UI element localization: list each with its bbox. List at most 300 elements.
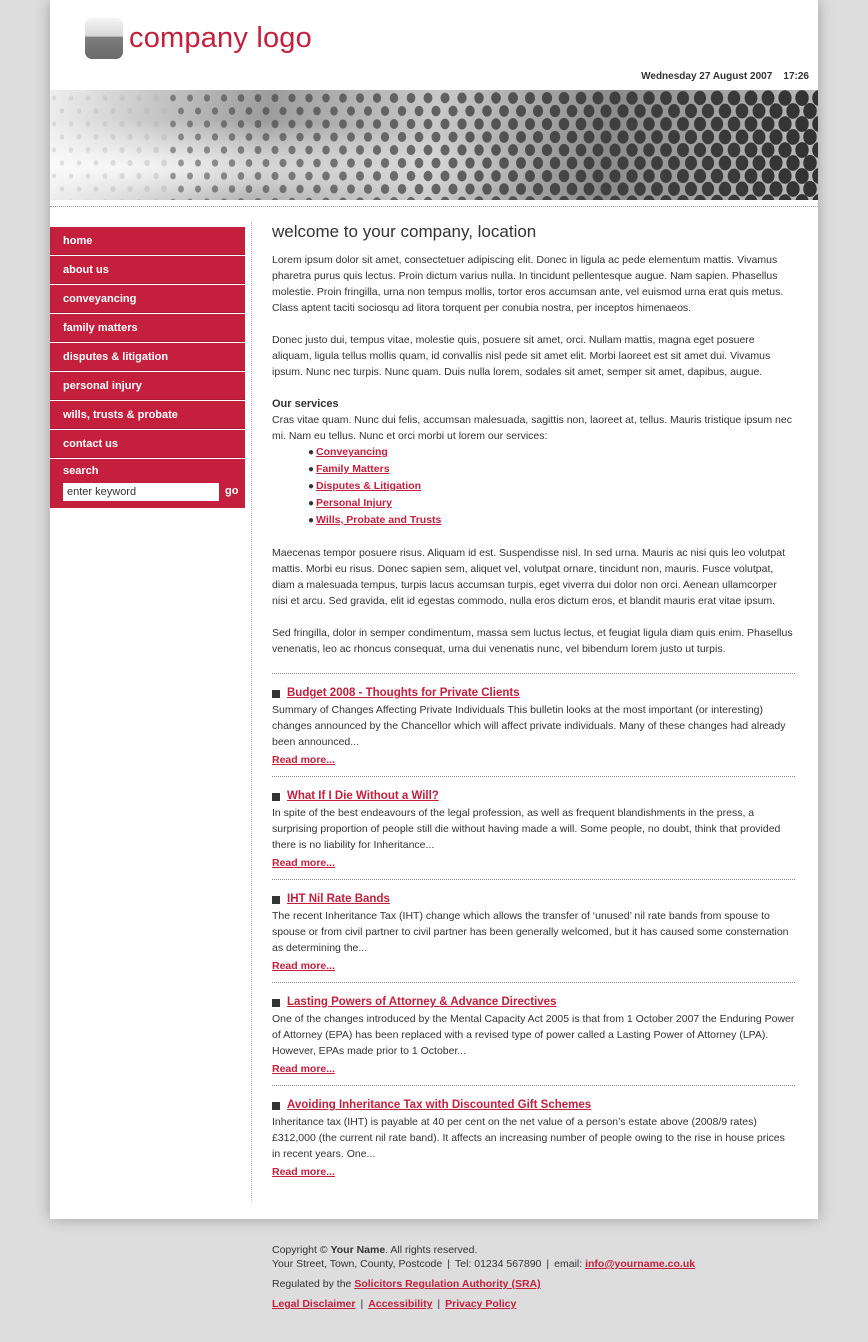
main-content (272, 222, 795, 1188)
news-item (272, 891, 795, 974)
perforation-hole (728, 91, 741, 106)
perforation-hole (238, 94, 245, 102)
perforation-hole (576, 118, 587, 131)
perforation-hole (795, 116, 808, 132)
perforation-hole (322, 94, 330, 103)
header (50, 0, 818, 90)
perforation-hole (634, 104, 645, 117)
perforation-hole (415, 184, 424, 194)
perforation-hole (677, 143, 689, 157)
perforation-hole (634, 156, 645, 169)
perforation-hole (330, 106, 338, 115)
perforation-hole (711, 169, 723, 184)
perforation-hole (474, 92, 483, 103)
nav-item-family-matters[interactable]: family matters (50, 314, 245, 342)
perforation-hole (525, 118, 535, 130)
perforation-hole (643, 117, 655, 131)
perforation-hole (103, 199, 108, 200)
perforation-hole (212, 159, 218, 166)
perforation-hole (161, 160, 167, 167)
perforation-hole (482, 131, 492, 142)
body-paragraph-3: Maecenas tempor posuere risus. Aliquam id est. Suspendisse nisl. In sed urna. Mauris ac nisi quis leo volutpat mattis. Morbi eu risus. Donec sapien sem, aliquet vel, volutpat ornare, tincidunt non, mauris. Fusce volutpat, diam a malesuada tempus, turpis lacus accumsan turpis, eget viverra dui dolor non orci. Aenean ullamcorper nisi et arcu. Sed gravida, elit id egestas commodo, nulla eros dictum eros, et blandit mauris erat vitae ipsum. (272, 547, 786, 607)
nav-item-disputes-litigation[interactable]: disputes & litigation (50, 343, 245, 371)
divider (272, 776, 795, 777)
perforation-hole (795, 168, 808, 184)
perforation-hole (465, 105, 474, 116)
perforation-hole (407, 197, 416, 200)
perforation-hole (584, 131, 595, 144)
perforation-hole (786, 129, 799, 145)
perforation-hole (559, 144, 570, 156)
perforation-hole (465, 157, 474, 168)
perforation-hole (685, 182, 697, 196)
perforation-hole (322, 146, 330, 155)
perforation-hole (94, 134, 99, 140)
perforation-hole (398, 106, 407, 116)
copyright-name: Your Name (330, 1244, 386, 1256)
perforation-hole (364, 184, 372, 194)
perforation-hole (474, 170, 483, 181)
service-link-disputes-litigation[interactable]: Disputes & Litigation (316, 480, 422, 492)
perforation-hole (69, 121, 74, 126)
perforation-hole (424, 197, 433, 200)
read-more-link[interactable]: Read more... (272, 857, 336, 869)
perforation-hole (778, 142, 791, 158)
perforation-hole (305, 94, 312, 103)
perforation-hole (204, 120, 210, 127)
perforation-hole (212, 133, 218, 140)
perforation-hole (559, 170, 570, 182)
perforation-hole (69, 199, 74, 200)
perforation-hole (296, 159, 303, 168)
perforation-hole (769, 181, 782, 196)
perforation-hole (559, 92, 570, 104)
perforation-hole (246, 107, 253, 115)
nav-item-wills-trusts-probate[interactable]: wills, trusts & probate (50, 401, 245, 429)
read-more-link[interactable]: Read more... (272, 960, 336, 972)
privacy-policy-link[interactable]: Privacy Policy (445, 1298, 517, 1310)
perforation-hole (702, 182, 714, 196)
perforation-hole (457, 93, 466, 104)
perforation-hole (593, 196, 604, 200)
list-item (308, 444, 795, 461)
perforation-hole (626, 117, 637, 130)
perforation-hole (407, 145, 416, 155)
perforation-hole (634, 182, 645, 195)
search-go-button[interactable]: go (225, 485, 239, 497)
news-title-link[interactable]: What If I Die Without a Will? (287, 790, 439, 802)
square-bullet-icon (272, 896, 280, 904)
perforation-hole (221, 198, 227, 200)
current-time: 17:26 (783, 71, 809, 82)
perforation-hole (178, 108, 184, 115)
square-bullet-icon (272, 690, 280, 698)
separator: | (437, 1298, 441, 1310)
perforation-hole (533, 105, 543, 117)
perforation-hole (482, 157, 492, 168)
perforation-hole (356, 197, 364, 200)
header-banner (50, 90, 818, 200)
regulator-link[interactable]: Solicitors Regulation Authority (SRA) (354, 1278, 541, 1290)
perforation-hole (296, 133, 303, 142)
perforation-hole (550, 105, 560, 117)
perforation-hole (660, 91, 672, 105)
nav-item-about-us[interactable]: about us (50, 256, 245, 284)
perforation-hole (542, 118, 552, 130)
perforation-hole (584, 105, 595, 118)
perforation-hole (668, 156, 680, 170)
perforation-hole (364, 106, 372, 116)
perforation-hole (322, 198, 330, 200)
perforation-hole (373, 171, 381, 181)
perforation-hole (330, 132, 338, 141)
perforation-hole (584, 183, 595, 196)
perforation-hole (440, 119, 449, 130)
perforation-hole (550, 157, 560, 169)
service-link-personal-injury[interactable]: Personal Injury (316, 497, 392, 509)
header-divider (50, 206, 818, 207)
perforation-hole (204, 94, 210, 101)
perforation-hole (795, 90, 808, 106)
perforation-hole (296, 107, 303, 116)
perforation-hole (255, 146, 262, 154)
perforation-hole (786, 181, 799, 197)
perforation-hole (786, 103, 799, 119)
perforation-hole (448, 132, 457, 143)
perforation-hole (736, 156, 749, 171)
perforation-hole (660, 143, 672, 157)
perforation-hole (508, 118, 518, 130)
read-more-link[interactable]: Read more... (272, 1063, 336, 1075)
perforation-hole (272, 94, 279, 102)
perforation-hole (178, 160, 184, 167)
perforation-hole (398, 184, 407, 194)
perforation-hole (279, 159, 286, 167)
perforation-hole (255, 120, 262, 128)
perforation-hole (339, 197, 347, 200)
perforation-hole (60, 160, 64, 165)
perforation-hole (440, 145, 449, 156)
perforation-hole (769, 103, 782, 118)
search-input[interactable] (63, 483, 219, 501)
perforation-hole (255, 198, 262, 200)
perforation-hole (103, 173, 108, 179)
perforation-hole (685, 104, 697, 118)
perforation-hole (69, 147, 74, 152)
perforation-hole (229, 159, 235, 167)
perforation-hole (424, 93, 433, 103)
perforation-hole (694, 143, 706, 157)
perforation-hole (769, 129, 782, 144)
perforation-hole (753, 155, 766, 170)
perforation-hole (288, 146, 295, 154)
perforation-hole (812, 168, 818, 184)
intro-paragraph-1: Lorem ipsum dolor sit amet, consectetuer adipiscing elit. Donec in ligula ac pede elementum mattis. Vivamus pharetra purus quis lectus. Proin dictum varius nulla. In tincidunt pellentesque augue. Nam sapien. Phasellus molestie. Proin fringilla, urna non tempus mollis, tortor eros accumsan ante, vel euismod urna erat quis metus. Class aptent taciti sociosqu ad litora torquent per conubia nostra, per inceptos himenaeos. (272, 254, 784, 314)
perforation-hole (711, 195, 723, 200)
perforation-hole (110, 186, 115, 192)
copyright-prefix: Copyright © (272, 1244, 328, 1256)
news-title-link[interactable]: IHT Nil Rate Bands (287, 893, 390, 905)
perforation-hole (736, 130, 749, 145)
perforation-hole (812, 116, 818, 132)
perforation-hole (263, 107, 270, 115)
perforation-hole (322, 172, 330, 181)
perforation-hole (677, 91, 689, 105)
perforation-hole (339, 119, 347, 128)
perforation-hole (424, 119, 433, 129)
separator: | (447, 1258, 450, 1270)
perforation-hole (576, 196, 587, 200)
perforation-hole (204, 198, 210, 200)
perforation-hole (364, 132, 372, 142)
perforation-hole (491, 196, 501, 200)
square-bullet-icon (272, 793, 280, 801)
news-item (272, 1097, 795, 1180)
perforation-hole (643, 169, 655, 183)
perforation-hole (178, 134, 184, 141)
perforation-hole (204, 146, 210, 153)
perforation-hole (651, 182, 663, 196)
perforation-hole (153, 121, 159, 128)
perforation-hole (508, 170, 518, 182)
perforation-hole (762, 168, 775, 183)
perforation-hole (381, 184, 389, 194)
nav-item-conveyancing[interactable]: conveyancing (50, 285, 245, 313)
perforation-hole (432, 106, 441, 117)
divider (272, 1085, 795, 1086)
perforation-hole (448, 184, 457, 195)
body-paragraph-4: Sed fringilla, dolor in semper condimentum, massa sem luctus lectus, et feugiat ligula diam quis enim. Phasellus venenatis, leo ac rhoncus consequat, urna dui venenatis nunc, vel bibendum lorem justo ut turpis. (272, 627, 793, 655)
read-more-link[interactable]: Read more... (272, 1166, 336, 1178)
perforation-hole (69, 173, 74, 178)
perforation-hole (728, 117, 741, 132)
news-summary: One of the changes introduced by the Mental Capacity Act 2005 is that from 1 October 2007 the Enduring Power of Attorney (EPA) has been replaced with a revised type of power called a Lasting Power of Attorney (LPA). However, EPAs made prior to 1 October... (272, 1013, 795, 1057)
perforation-hole (153, 95, 159, 102)
perforation-hole (94, 186, 99, 192)
perforation-hole (626, 91, 637, 104)
perforation-hole (542, 170, 552, 182)
column-divider (251, 222, 252, 1202)
news-summary: Inheritance tax (IHT) is payable at 40 per cent on the net value of a person’s estate above (2008/9 rates) £312,000 (the current nil rate band). It affects an increasing number of people owing to the rise in house prices in recent years. One... (272, 1116, 785, 1160)
perforation-hole (508, 144, 518, 156)
perforation-hole (465, 183, 474, 194)
perforation-hole (448, 158, 457, 169)
news-title-link[interactable]: Avoiding Inheritance Tax with Discounted Gift Schemes (287, 1099, 592, 1111)
perforation-hole (381, 158, 389, 168)
perforation-hole (499, 183, 509, 195)
perforation-hole (803, 155, 817, 171)
perforation-hole (719, 130, 731, 145)
regulated-prefix: Regulated by the (272, 1278, 352, 1290)
search-panel (50, 459, 245, 508)
perforation-hole (694, 195, 706, 200)
perforation-hole (525, 92, 535, 104)
perforation-hole (499, 105, 509, 117)
perforation-hole (474, 196, 483, 200)
perforation-hole (195, 107, 201, 114)
perforation-hole (626, 143, 637, 156)
perforation-hole (272, 198, 279, 200)
perforation-hole (86, 147, 91, 153)
perforation-hole (643, 143, 655, 157)
perforation-hole (187, 198, 193, 200)
perforation-hole (651, 130, 663, 144)
perforation-hole (103, 147, 108, 153)
perforation-hole (52, 173, 56, 178)
perforation-hole (339, 171, 347, 180)
perforation-hole (482, 183, 492, 194)
perforation-hole (617, 182, 628, 195)
copyright-line (272, 1243, 832, 1257)
news-item (272, 685, 795, 768)
perforation-hole (778, 90, 791, 106)
perforation-hole (600, 131, 611, 144)
perforation-hole (86, 173, 91, 179)
contact-line (272, 1257, 832, 1271)
perforation-hole (356, 93, 364, 102)
nav-item-personal-injury[interactable]: personal injury (50, 372, 245, 400)
perforation-hole (52, 95, 56, 100)
perforation-hole (593, 118, 604, 131)
perforation-hole (516, 105, 526, 117)
perforation-hole (728, 195, 741, 200)
perforation-hole (195, 185, 201, 192)
perforation-hole (263, 133, 270, 141)
copyright-suffix: . All rights reserved. (385, 1244, 478, 1256)
perforation-hole (136, 199, 141, 200)
perforation-hole (313, 133, 321, 142)
perforation-hole (736, 104, 749, 119)
company-logo[interactable] (85, 18, 312, 59)
divider (272, 982, 795, 983)
perforation-hole (60, 108, 64, 113)
perforation-hole (288, 172, 295, 180)
perforation-hole (119, 199, 124, 200)
perforation-hole (52, 121, 56, 126)
perforation-hole (238, 120, 245, 128)
perforation-hole (279, 107, 286, 115)
nav-item-home[interactable]: home (50, 227, 245, 255)
perforation-hole (778, 116, 791, 132)
perforation-hole (221, 120, 227, 127)
perforation-hole (753, 129, 766, 144)
perforation-hole (525, 170, 535, 182)
perforation-hole (279, 133, 286, 141)
perforation-hole (643, 195, 655, 200)
news-title-link[interactable]: Budget 2008 - Thoughts for Private Clients (287, 687, 520, 699)
perforation-hole (415, 132, 424, 142)
perforation-hole (161, 186, 167, 193)
perforation-hole (347, 106, 355, 115)
perforation-hole (279, 185, 286, 193)
perforation-hole (711, 91, 723, 106)
perforation-hole (677, 117, 689, 131)
perforation-hole (769, 155, 782, 170)
perforation-hole (702, 156, 714, 170)
perforation-hole (550, 131, 560, 143)
news-title-link[interactable]: Lasting Powers of Attorney & Advance Directives (287, 996, 557, 1008)
perforation-hole (187, 120, 193, 127)
page-container (50, 0, 818, 1219)
accessibility-link[interactable]: Accessibility (368, 1298, 433, 1310)
legal-disclaimer-link[interactable]: Legal Disclaimer (272, 1298, 356, 1310)
perforation-hole (559, 196, 570, 200)
separator: | (360, 1298, 364, 1310)
perforation-hole (195, 133, 201, 140)
perforation-hole (415, 158, 424, 168)
perforation-hole (600, 183, 611, 196)
perforation-hole (296, 185, 303, 194)
perforation-hole (221, 94, 227, 101)
perforation-hole (812, 90, 818, 106)
service-link-family-matters[interactable]: Family Matters (316, 463, 390, 475)
perforation-hole (407, 119, 416, 129)
perforation-hole (330, 158, 338, 167)
news-list (272, 673, 795, 1180)
perforation-hole (170, 121, 176, 128)
perforation-hole (103, 95, 108, 101)
email-link[interactable]: info@yourname.co.uk (585, 1258, 696, 1270)
page-title: welcome to your company, location (272, 222, 537, 241)
perforation-hole (702, 130, 714, 144)
perforation-hole (491, 92, 501, 103)
services-intro: Cras vitae quam. Nunc dui felis, accumsan malesuada, sagittis non, laoreet at, tellus. Mauris tristique ipsum nec mi. Nam eu tellus. Nunc et orci morbi ut lorem our services: (272, 414, 792, 442)
read-more-link[interactable]: Read more... (272, 754, 336, 766)
intro-paragraph-2: Donec justo dui, tempus vitae, molestie quis, posuere sit amet, orci. Nullam mattis, magna eget posuere aliquam, ligula tellus mollis quam, id convallis nisl pede sit amet elit. Morbi laoreet est sit amet dui. Vivamus ipsum. Nunc nec turpis. Nunc quam. Duis nulla lorem, sodales sit amet, semper sit amet, dapibus, augue. (272, 334, 771, 378)
nav-item-contact-us[interactable]: contact us (50, 430, 245, 458)
perforation-hole (424, 145, 433, 155)
bullet-icon: ● (308, 481, 315, 492)
perforation-hole (440, 171, 449, 182)
perforation-hole (187, 172, 193, 179)
perforated-metal-pattern (50, 90, 818, 200)
regulation-line (272, 1277, 832, 1291)
bullet-icon: ● (308, 464, 315, 475)
perforation-hole (567, 157, 578, 169)
list-item (308, 512, 795, 529)
perforation-hole (491, 170, 501, 181)
perforation-hole (525, 196, 535, 200)
perforation-hole (103, 121, 108, 127)
perforation-hole (432, 132, 441, 143)
perforation-hole (719, 156, 731, 171)
logo-icon (85, 18, 123, 59)
perforation-hole (305, 198, 312, 200)
perforation-hole (609, 195, 620, 200)
perforation-hole (617, 156, 628, 169)
perforation-hole (272, 172, 279, 180)
perforation-hole (803, 181, 817, 197)
footer (272, 1243, 832, 1317)
perforation-hole (187, 146, 193, 153)
perforation-hole (694, 169, 706, 183)
perforation-hole (263, 159, 270, 167)
perforation-hole (542, 196, 552, 200)
service-link-wills-probate-trusts[interactable]: Wills, Probate and Trusts (316, 514, 442, 526)
perforation-hole (465, 131, 474, 142)
perforation-hole (170, 147, 176, 154)
perforation-hole (694, 117, 706, 131)
service-link-conveyancing[interactable]: Conveyancing (316, 446, 388, 458)
perforation-hole (576, 144, 587, 157)
perforation-hole (356, 145, 364, 154)
perforation-hole (238, 172, 245, 180)
list-item (308, 478, 795, 495)
perforation-hole (499, 131, 509, 143)
perforation-hole (576, 92, 587, 105)
perforation-hole (127, 186, 132, 192)
legal-links (272, 1297, 832, 1311)
